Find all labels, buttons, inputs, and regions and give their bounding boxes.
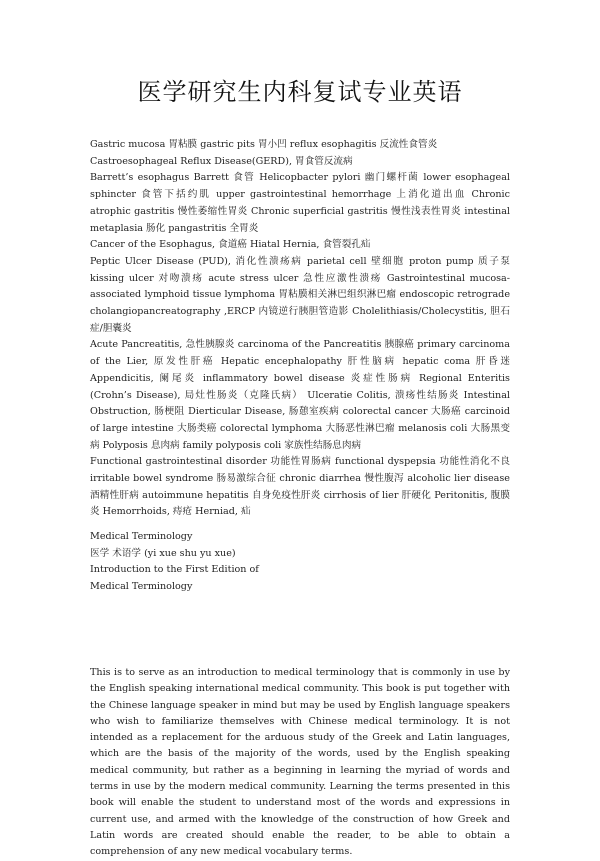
glossary-paragraph: Peptic Ulcer Disease (PUD), 消化性溃疡病 parietal cell 壁细胞 proton pump 质子泵 kissing ulcer 对吻溃疡 acute stress ulcer 急性应激性溃疡 Gastrointestinal mucosa-associated lymphoid tissue lymphoma 胃粘膜相关淋巴组织淋巴瘤 endoscopic retrograde cholangiopancreatography ,ERCP 内镜逆行胰胆管造影 Cholelithiasis/Cholecystitis, 胆石症/胆囊炎 [90,255,510,334]
intro-line-1: Introduction to the First Edition of [90,564,259,575]
glossary-paragraph: Functional gastrointestinal disorder 功能性胃肠病 functional dyspepsia 功能性消化不良 irritable bowel syndrome 肠易激综合征 chronic diarrhea 慢性腹泻 alcoholic lier disease 酒精性肝病 autoimmune hepatitis 自身免疫性肝炎 cirrhosis of lier 肝硬化 Peritonitis, 腹膜炎 Hemorrhoids, 痔疮 Herniad, 疝 [90,456,510,518]
terminology-chinese: 医学 术语学 (yi xue shu yu xue) [90,547,236,559]
glossary-paragraph: Barrett’s esophagus Barrett 食管 Helicopbacter pylori 幽门螺杆菌 lower esophageal sphincter 食管下括约肌 upper gastrointestinal hemorrhage 上消化道出血 Chronic atrophic gastritis 慢性萎缩性胃炎 Chronic superficial gastritis 慢性浅表性胃炎 intestinal metaplasia 肠化 pangastritis 全胃炎 [90,172,510,234]
glossary-paragraph: Acute Pancreatitis, 急性胰腺炎 carcinoma of the Pancreatitis 胰腺癌 primary carcinoma of the Lier, 原发性肝癌 Hepatic encephalopathy 肝性脑病 hepatic coma 肝昏迷 Appendicitis, 阑尾炎 inflammatory bowel disease 炎症性肠病 Regional Enteritis (Crohn’s Disease), 局灶性肠炎（克隆氏病） Ulceratie Colitis, 溃疡性结肠炎 Intestinal Obstruction, 肠梗阻 Dierticular Disease, 肠憩室疾病 colorectal cancer 大肠癌 carcinoid of large intestine 大肠类癌 colorectal lymphoma 大肠恶性淋巴瘤 melanosis coli 大肠黑变病 Polyposis 息肉病 family polyposis coli 家族性结肠息肉病 [90,339,510,451]
intro-line-2: Medical Terminology [90,580,193,592]
body-section [90,665,510,861]
terminology-heading: Medical Terminology [90,531,193,542]
body-paragraph: This is to serve as an introduction to medical terminology that is commonly in use by the English speaking international medical community. This book is put together with the Chinese language speaker in mind but may be used by English language speakers who wish to familiarize themselves with Chinese medical terminology. It is not intended as a replacement for the arduous study of the Greek and Latin languages, which are the basis of the majority of the words, used by the English speaking medical community, but rather as a beginning in learning the myriad of words and terms in use by the modern medical community. Learning the terms presented in this book will enable the student to understand most of the words and expressions in current use, and armed with the knowledge of the construction of how Greek and Latin words are created should enable the reader, to be able to obtain a comprehension of any new medical vocabulary terms. [90,667,510,858]
glossary-section [90,137,510,521]
terminology-header [90,529,510,595]
glossary-paragraph: Cancer of the Esophagus, 食道癌 Hiatal Hernia, 食管裂孔疝 [90,239,371,251]
page-title: 医学研究生内科复试专业英语 [137,78,463,106]
glossary-paragraph: Castroesophageal Reflux Disease(GERD), 胃食管反流病 [90,155,353,167]
glossary-paragraph: Gastric mucosa 胃粘膜 gastric pits 胃小凹 reflux esophagitis 反流性食管炎 [90,139,438,150]
